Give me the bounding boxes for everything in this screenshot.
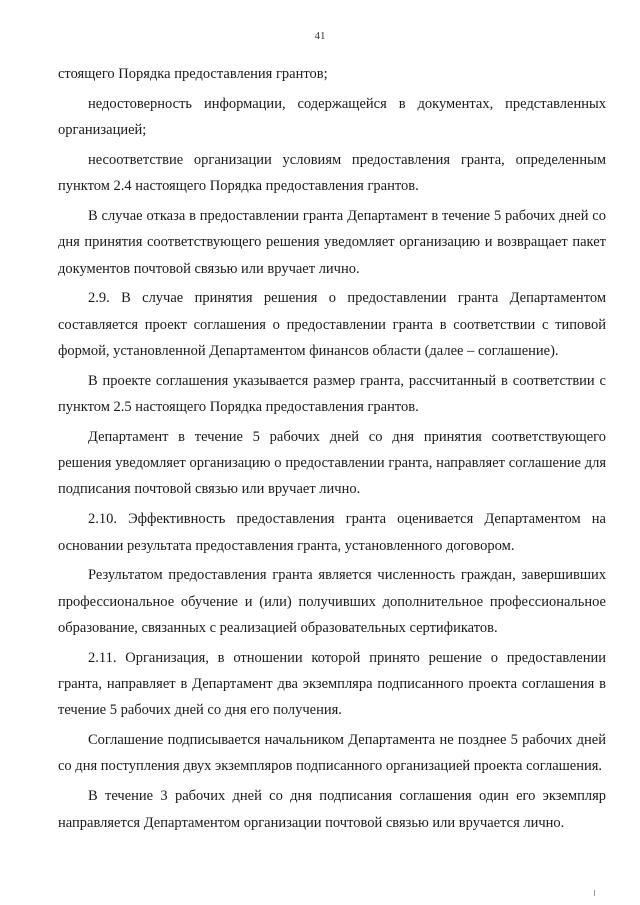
paragraph-agreement-delivery: В течение 3 рабочих дней со дня подписания соглашения один его экземпляр направляется Департаментом организации почтовой связью или вручается лично. bbox=[58, 788, 606, 831]
paragraph-refusal-reason-unreliable-info: недостоверность информации, содержащейся в документах, представленных организацией; bbox=[58, 95, 606, 139]
paragraph-agreement-signing: Соглашение подписывается начальником Департамента не позднее 5 рабочих дней со дня поступления двух экземпляров подписанного организацией проекта соглашения. bbox=[58, 732, 606, 775]
paragraph-continuation: стоящего Порядка предоставления грантов; bbox=[58, 66, 328, 82]
document-body bbox=[58, 61, 606, 839]
paragraph-grant-result: Результатом предоставления гранта является численность граждан, завершивших профессиональное обучение и (или) получивших дополнительное профессиональное образование, связанных с реализацией образовательных сертификатов. bbox=[58, 567, 606, 636]
page-number: 41 bbox=[314, 30, 326, 42]
scan-edge-mark bbox=[594, 890, 595, 896]
paragraph-refusal-reason-noncompliance: несоответствие организации условиям предоставления гранта, определенным пунктом 2.4 настоящего Порядка предоставления грантов. bbox=[58, 151, 606, 195]
paragraph-2-11: 2.11. Организация, в отношении которой принято решение о предоставлении гранта, направляет в Департамент два экземпляра подписанного проекта соглашения в течение 5 рабочих дней со дня его получения. bbox=[58, 649, 606, 719]
paragraph-2-9: 2.9. В случае принятия решения о предоставлении гранта Департаментом составляется проект соглашения о предоставлении гранта в соответствии с типовой формой, установленной Департаментом финансов области (далее – соглашение). bbox=[58, 290, 606, 359]
paragraph-refusal-notification: В случае отказа в предоставлении гранта Департамент в течение 5 рабочих дней со дня принятия соответствующего решения уведомляет организацию и возвращает пакет документов почтовой связью или вручает лично. bbox=[58, 207, 606, 277]
paragraph-2-10: 2.10. Эффективность предоставления гранта оценивается Департаментом на основании результата предоставления гранта, установленного договором. bbox=[58, 511, 606, 554]
paragraph-decision-notification: Департамент в течение 5 рабочих дней со дня принятия соответствующего решения уведомляет организацию о предоставлении гранта, направляет соглашение для подписания почтовой связью или вручает лично. bbox=[58, 428, 606, 498]
paragraph-grant-amount: В проекте соглашения указывается размер гранта, рассчитанный в соответствии с пунктом 2.5 настоящего Порядка предоставления грантов. bbox=[58, 372, 606, 416]
